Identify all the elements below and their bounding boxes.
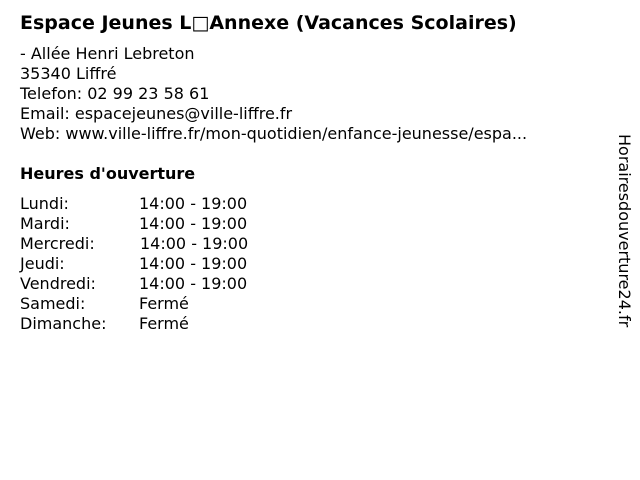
day-label: Lundi: (20, 194, 69, 213)
day-label: Vendredi: (20, 274, 96, 293)
time-value: 14:00 - 19:00 (140, 234, 249, 253)
day-label: Mercredi: (20, 234, 95, 253)
hours-row-vendredi (20, 274, 248, 294)
time-value: 14:00 - 19:00 (139, 194, 248, 213)
day-label: Dimanche: (20, 314, 107, 333)
time-value: Fermé (139, 314, 189, 333)
hours-row-mercredi (20, 234, 248, 254)
time-value: 14:00 - 19:00 (139, 274, 248, 293)
phone-line: Telefon: 02 99 23 58 61 (20, 84, 210, 103)
hours-heading: Heures d'ouverture (20, 164, 196, 183)
time-value: 14:00 - 19:00 (139, 254, 248, 273)
day-label: Samedi: (20, 294, 86, 313)
site-watermark: Horairesdouverture24.fr (615, 134, 634, 328)
hours-row-lundi (20, 194, 248, 214)
hours-row-samedi (20, 294, 248, 314)
email-line: Email: espacejeunes@ville-liffre.fr (20, 104, 293, 123)
day-label: Mardi: (20, 214, 70, 233)
time-value: 14:00 - 19:00 (139, 214, 248, 233)
web-line: Web: www.ville-liffre.fr/mon-quotidien/enfance-jeunesse/espa... (20, 124, 528, 143)
address-city: 35340 Liffré (20, 64, 117, 83)
page-title: Espace Jeunes L□Annexe (Vacances Scolaires) (20, 12, 517, 34)
time-value: Fermé (139, 294, 189, 313)
hours-row-dimanche (20, 314, 248, 334)
day-label: Jeudi: (20, 254, 65, 273)
hours-row-jeudi (20, 254, 248, 274)
address-street: - Allée Henri Lebreton (20, 44, 195, 63)
address-block (20, 44, 527, 144)
hours-row-mardi (20, 214, 248, 234)
opening-hours-table (20, 194, 248, 334)
